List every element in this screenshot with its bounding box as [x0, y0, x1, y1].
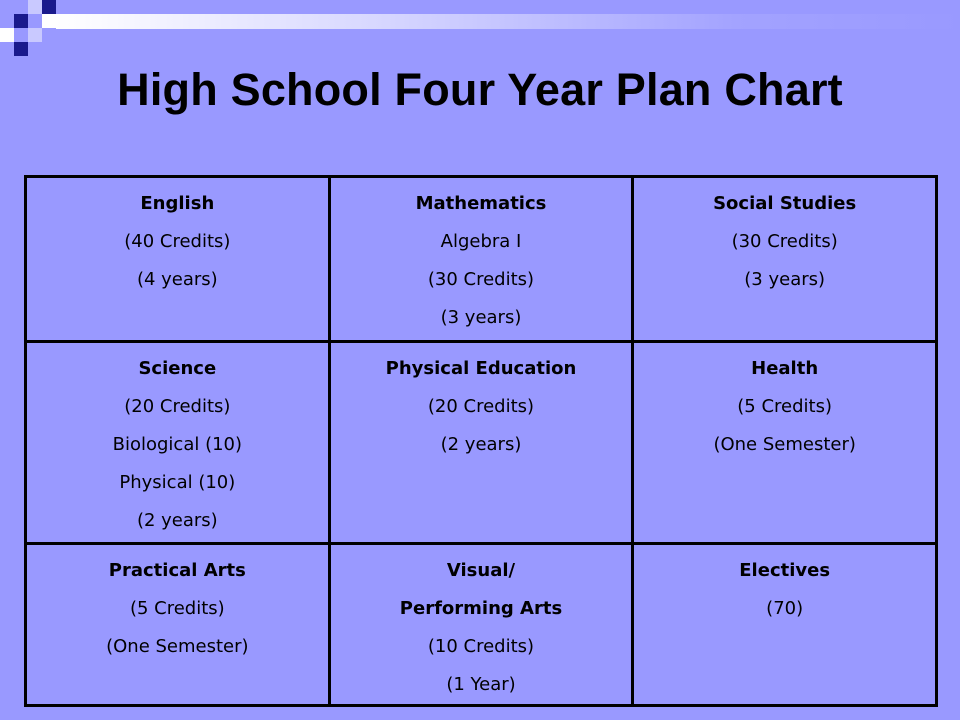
cell-detail: (1 Year) — [446, 674, 516, 695]
cell-electives — [633, 544, 937, 706]
cell-detail: (5 Credits) — [737, 396, 833, 417]
cell-detail: (70) — [766, 598, 804, 619]
slide-title: High School Four Year Plan Chart — [117, 64, 843, 115]
corner-square-light-1 — [28, 0, 42, 14]
cell-detail: (20 Credits) — [124, 396, 231, 417]
cell-practical-arts — [26, 544, 330, 706]
cell-heading: Social Studies — [713, 193, 857, 214]
corner-square-navy-1 — [14, 14, 28, 28]
cell-heading: Health — [751, 358, 819, 379]
cell-english — [26, 177, 330, 342]
cell-heading: Performing Arts — [399, 598, 563, 619]
cell-detail: (3 years) — [440, 307, 522, 328]
cell-detail: (40 Credits) — [124, 231, 231, 252]
table-row — [26, 342, 937, 544]
cell-detail: (4 years) — [136, 269, 218, 290]
header-gradient-bar — [56, 14, 960, 29]
cell-heading: Visual/ — [446, 560, 516, 581]
cell-detail: (3 years) — [744, 269, 826, 290]
cell-heading: Practical Arts — [108, 560, 246, 581]
cell-mathematics — [329, 177, 633, 342]
corner-square-navy-3 — [14, 42, 28, 56]
corner-square-white-2 — [0, 28, 14, 42]
cell-detail: (30 Credits) — [731, 231, 838, 252]
cell-detail: (One Semester) — [713, 434, 856, 455]
cell-detail: (20 Credits) — [427, 396, 535, 417]
cell-physical-education — [329, 342, 633, 544]
table-row — [26, 177, 937, 342]
cell-science — [26, 342, 330, 544]
cell-detail: (10 Credits) — [427, 636, 535, 657]
cell-heading: Electives — [739, 560, 831, 581]
cell-heading: Physical Education — [385, 358, 577, 379]
cell-detail: Physical (10) — [119, 472, 236, 493]
cell-detail: (30 Credits) — [427, 269, 535, 290]
cell-heading: Mathematics — [415, 193, 547, 214]
cell-detail: Algebra I — [440, 231, 522, 252]
corner-square-navy-2 — [42, 0, 56, 14]
corner-square-light-2 — [28, 28, 42, 42]
cell-visual-performing-arts — [329, 544, 633, 706]
cell-detail: (2 years) — [440, 434, 522, 455]
corner-square-white-1 — [42, 14, 56, 28]
cell-detail: (One Semester) — [106, 636, 249, 657]
cell-detail: (5 Credits) — [129, 598, 225, 619]
cell-heading: Science — [138, 358, 217, 379]
four-year-plan-table — [24, 175, 938, 707]
table-row — [26, 544, 937, 706]
cell-health — [633, 342, 937, 544]
cell-heading: English — [140, 193, 215, 214]
cell-detail: (2 years) — [136, 510, 218, 531]
cell-social-studies — [633, 177, 937, 342]
cell-detail: Biological (10) — [112, 434, 243, 455]
